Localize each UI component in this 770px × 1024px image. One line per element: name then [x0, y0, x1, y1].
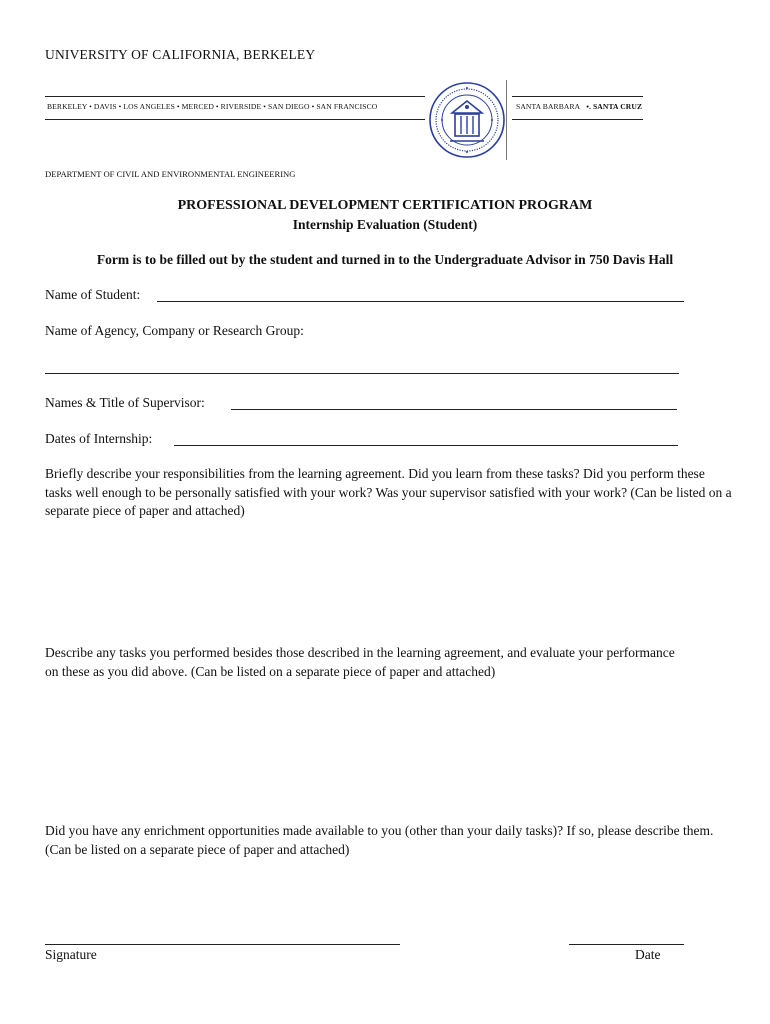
- campus-list-left: BERKELEY • DAVIS • LOS ANGELES • MERCED • RIVERSIDE • SAN DIEGO • SAN FRANCISCO: [47, 102, 378, 111]
- internship-dates-label: Dates of Internship:: [45, 431, 153, 446]
- date-line[interactable]: [569, 944, 684, 945]
- header-rule-top-left: [45, 96, 425, 97]
- supervisor-label: Names & Title of Supervisor:: [45, 395, 205, 410]
- campus-santa-cruz: •. SANTA CRUZ: [586, 102, 643, 111]
- header-divider: [506, 80, 507, 160]
- agency-name-label: Name of Agency, Company or Research Group:: [45, 323, 304, 338]
- university-seal-icon: [428, 79, 506, 161]
- program-title: PROFESSIONAL DEVELOPMENT CERTIFICATION PROGRAM: [177, 198, 593, 213]
- campus-list-right: [516, 102, 642, 111]
- internship-dates-line[interactable]: [174, 445, 678, 446]
- question-other-tasks: Describe any tasks you performed besides those described in the learning agreement, and evaluate your performance on these as you did above. (Can be listed on a separate piece of paper and attached): [45, 645, 675, 679]
- student-name-line[interactable]: [157, 301, 684, 302]
- agency-name-line[interactable]: [45, 373, 679, 374]
- question-enrichment: Did you have any enrichment opportunities made available to you (other than your daily tasks)? If so, please describe them. (Can be listed on a separate piece of paper and attached): [45, 823, 714, 857]
- department-name: DEPARTMENT OF CIVIL AND ENVIRONMENTAL ENGINEERING: [45, 169, 296, 179]
- form-title: Internship Evaluation (Student): [292, 217, 478, 232]
- campus-santa-barbara: SANTA BARBARA: [516, 102, 581, 111]
- header-rule-bottom-right: [512, 119, 643, 120]
- header-rule-bottom-left: [45, 119, 425, 120]
- student-name-label: Name of Student:: [45, 287, 141, 302]
- signature-line[interactable]: [45, 944, 400, 945]
- header-rule-top-right: [512, 96, 643, 97]
- date-label: Date: [635, 947, 661, 962]
- question-responsibilities: Briefly describe your responsibilities from the learning agreement. Did you learn from these tasks? Did you perform these tasks well enough to be personally satisfied with your work? Was your supervisor satisfied with your work? (Can be listed on a separate piece of paper and attached): [45, 466, 732, 518]
- form-instructions: Form is to be filled out by the student and turned in to the Undergraduate Advisor in 750 Davis Hall: [96, 252, 674, 267]
- supervisor-line[interactable]: [231, 409, 677, 410]
- university-name: UNIVERSITY OF CALIFORNIA, BERKELEY: [45, 47, 316, 62]
- signature-label: Signature: [45, 947, 97, 962]
